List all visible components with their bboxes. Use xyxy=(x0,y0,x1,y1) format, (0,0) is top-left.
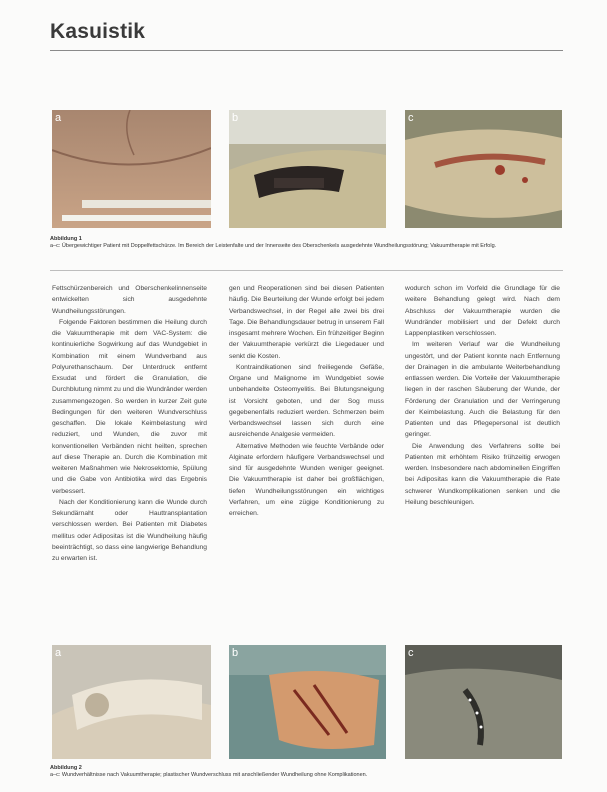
figure1-photo-c xyxy=(405,110,562,228)
paragraph: Im weiteren Verlauf war die Wundheilung ungestört, und der Patient konnte nach Entfernung der Drainagen in die ambulante Weiterbehandlung entlassen werden. Die Vorteile der Vakuumtherapie liegen in der raschen Säuberung der Wunde, der Förderung der Granulation und der Verringerung der Keimbelastung. Auch die Belastung für den Patienten und das Pflegepersonal ist deutlich geringer. xyxy=(405,341,560,439)
photo-wound-closure-detail xyxy=(405,645,562,759)
photo-leg-wound-open xyxy=(405,110,562,228)
figure2-photo-b-label: b xyxy=(232,647,239,659)
figure1-caption-text: a–c: Übergewichtiger Patient mit Doppelfettschürze. Im Bereich der Leistenfalte und der Innenseite des Oberschenkels ausgedehnte Wundheilungsstörung; Vakuumtherapie mit Erfolg. xyxy=(50,243,497,249)
text-column-3 xyxy=(405,283,560,508)
figure2-photo-a xyxy=(52,645,211,759)
photo-abdomen-tape-measure xyxy=(52,110,211,228)
paragraph: Kontraindikationen sind freiliegende Gefäße, Organe und Malignome im Wundgebiet sowie unbehandelte Osteomyelitis. Bei Blutungsneigung ist Vorsicht geboten, und der Sog muss gegebenenfalls reduziert werden. Schmerzen beim Verbandswechsel lassen sich durch eine ausreichende Analgesie vermeiden. xyxy=(229,363,384,439)
text-column-2 xyxy=(229,283,384,519)
figure1-photo-c-label: c xyxy=(408,112,414,124)
figure2-photo-a-label: a xyxy=(55,647,62,659)
figure1-photo-b-label: b xyxy=(232,112,239,124)
figure2-photo-c-label: c xyxy=(408,647,414,659)
paragraph: Folgende Faktoren bestimmen die Heilung durch die Vakuumtherapie mit dem VAC-System: die kontinuierliche Sogwirkung auf das Wundgebiet in Kombination mit einem Wundverband aus Polyurethanschaum. Der Unterdruck entfernt Exsudat und fördert die Granulation, die Durchblutung nimmt zu und die Wundränder werden zusammengezogen. So werden in kurzer Zeit gute Bedingungen für den weiteren Wundverschluss geschaffen. Die lokale Keimbelastung wird reduziert, und Wunden, die zuvor mit konventionellen Verbänden nicht heilten, sprechen auf diese Therapie an. Durch die Kombination mit weiteren Maßnahmen wie Nekrosektomie, Spülung und die Gabe von Antibiotika wird das Ergebnis verbessert. xyxy=(52,318,207,495)
text-column-1 xyxy=(52,283,207,564)
paragraph: Nach der Konditionierung kann die Wunde durch Sekundärnaht oder Hauttransplantation verschlossen werden. Bei Patienten mit Diabetes mellitus oder Adipositas ist die Wundheilung häufig beeinträchtigt, so dass eine langwierige Behandlung zu erwarten ist. xyxy=(52,498,207,562)
header-divider xyxy=(50,50,563,51)
figure2-photo-c xyxy=(405,645,562,759)
figure2-caption-title: Abbildung 2 xyxy=(50,765,82,771)
figure1-caption xyxy=(50,236,562,250)
figure1-photo-a-label: a xyxy=(55,112,62,124)
photo-leg-wound-negative-pressure xyxy=(229,110,386,228)
figure1-caption-title: Abbildung 1 xyxy=(50,236,82,242)
paragraph: gen und Reoperationen sind bei diesen Patienten häufig. Die Beurteilung der Wunde erfolgt bei jedem Verbandswechsel, in der Regel alle zwei bis drei Tage. Die Behandlungsdauer betrug in unserem Fall insgesamt mehrere Wochen. Ein frühzeitiger Beginn der Vakuumtherapie verkürzt die Liegedauer und senkt die Kosten. xyxy=(229,285,384,360)
figure2-photo-b xyxy=(229,645,386,759)
figure1-photo-b xyxy=(229,110,386,228)
photo-leg-wound-bandaged xyxy=(52,645,211,759)
photo-thigh-wound-surgery xyxy=(229,645,386,759)
page-title: Kasuistik xyxy=(50,20,146,43)
paragraph: Alternative Methoden wie feuchte Verbände oder Alginate erfordern häufigere Verbandswechsel und sind für ausgedehnte Wunden weniger geeignet. Die Vakuumtherapie ist daher bei großflächigen, tiefen Wundheilungsstörungen ein wichtiges Verfahren, um eine zügige Konditionierung zu erreichen. xyxy=(229,442,384,517)
paragraph: wodurch schon im Vorfeld die Grundlage für die weitere Behandlung gelegt wird. Nach dem Abschluss der Vakuumtherapie wurden die Wundränder mobilisiert und der Defekt durch Lappenplastiken verschlossen. xyxy=(405,285,560,337)
paragraph: Die Anwendung des Verfahrens sollte bei Patienten mit erhöhtem Risiko frühzeitig erwogen werden. Insbesondere nach abdominellen Eingriffen bei Adipositas kann die Vakuumtherapie die Rate schwerer Wundkomplikationen senken und die Heilung beschleunigen. xyxy=(405,442,560,506)
figure1-photo-a xyxy=(52,110,211,228)
paragraph: Fettschürzenbereich und Oberschenkelinnenseite entwickelten sich ausgedehnte Wundheilungsstörungen. xyxy=(52,285,207,315)
figure1-divider xyxy=(50,270,563,271)
figure2-caption-text: a–c: Wundverhältnisse nach Vakuumtherapie; plastischer Wundverschluss mit anschließender Wundheilung ohne Komplikationen. xyxy=(50,772,368,778)
figure2-caption xyxy=(50,765,562,779)
